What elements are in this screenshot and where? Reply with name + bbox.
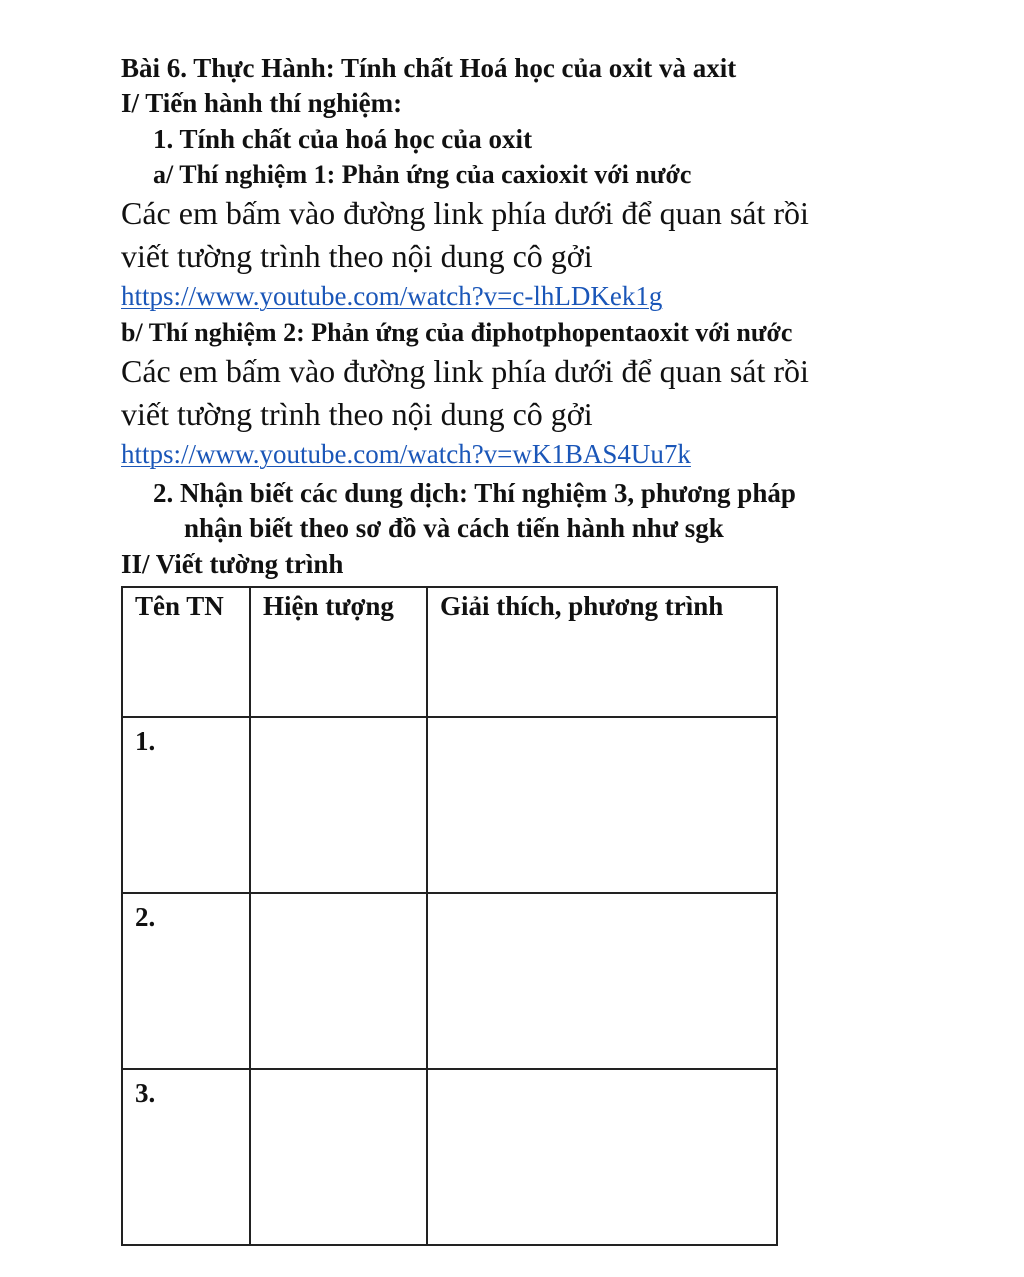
- row-1-name-cell[interactable]: 1.: [122, 717, 250, 893]
- row-2-name-cell[interactable]: 2.: [122, 893, 250, 1069]
- item-2-line-1: 2. Nhận biết các dung dịch: Thí nghiệm 3, phương pháp: [153, 478, 796, 508]
- row-3-name-cell[interactable]: 3.: [122, 1069, 250, 1245]
- item-1-text: 1. Tính chất của hoá học của oxit: [153, 124, 533, 154]
- experiment-1-video-link[interactable]: https://www.youtube.com/watch?v=c-lhLDKek1g: [121, 281, 663, 311]
- row-2-phenomenon-cell[interactable]: [250, 893, 427, 1069]
- report-table: [121, 586, 778, 1246]
- experiment-2-instruction-line-1: Các em bấm vào đường link phía dưới để quan sát rồi: [121, 353, 809, 389]
- table-row: [122, 717, 777, 893]
- section-2-heading: II/ Viết tường trình: [121, 549, 344, 579]
- experiment-2-heading: b/ Thí nghiệm 2: Phản ứng của điphotphopentaoxit với nước: [121, 318, 793, 347]
- item-1-heading: [153, 126, 532, 153]
- row-2-explanation-cell[interactable]: [427, 893, 777, 1069]
- header-cell-phenomenon: Hiện tượng: [250, 587, 427, 717]
- row-1-explanation-cell[interactable]: [427, 717, 777, 893]
- document-title: Bài 6. Thực Hành: Tính chất Hoá học của oxit và axit: [121, 53, 737, 83]
- experiment-1-instruction-line-1: Các em bấm vào đường link phía dưới để quan sát rồi: [121, 195, 809, 231]
- experiment-1-instruction-line-2: viết tường trình theo nội dung cô gởi: [121, 238, 593, 274]
- row-3-phenomenon-cell[interactable]: [250, 1069, 427, 1245]
- table-row: [122, 893, 777, 1069]
- item-2-line-2: nhận biết theo sơ đồ và cách tiến hành như sgk: [184, 513, 724, 543]
- table-header-row: [122, 587, 777, 717]
- experiment-2-video-link[interactable]: https://www.youtube.com/watch?v=wK1BAS4Uu7k: [121, 439, 691, 469]
- header-cell-explanation: Giải thích, phương trình: [427, 587, 777, 717]
- table-row: [122, 1069, 777, 1245]
- header-cell-name: Tên TN: [122, 587, 250, 717]
- row-3-explanation-cell[interactable]: [427, 1069, 777, 1245]
- experiment-1-heading: a/ Thí nghiệm 1: Phản ứng của caxioxit với nước: [153, 160, 692, 189]
- experiment-2-instruction-line-2: viết tường trình theo nội dung cô gởi: [121, 396, 593, 432]
- row-1-phenomenon-cell[interactable]: [250, 717, 427, 893]
- section-1-heading: I/ Tiến hành thí nghiệm:: [121, 88, 403, 118]
